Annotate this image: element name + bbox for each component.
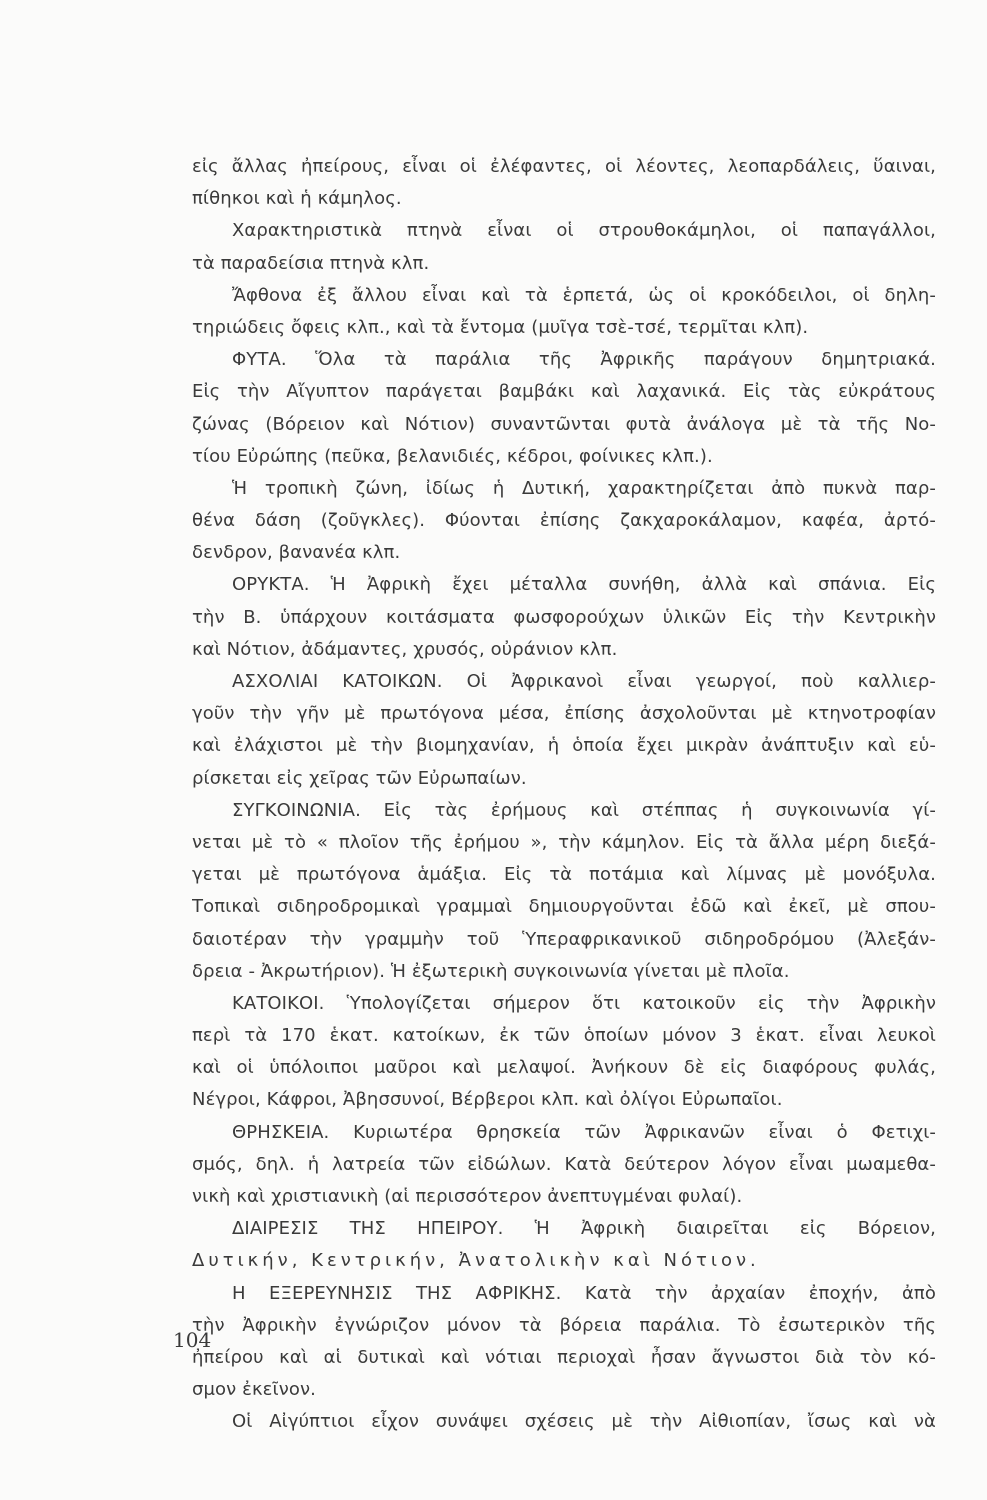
text-line: ΑΣΧΟΛΙΑΙ ΚΑΤΟΙΚΩΝ. Οἱ Ἀφρικανοὶ εἶναι γεωργοί, ποὺ καλλιερ-: [232, 671, 936, 692]
text-line: πίθηκοι καὶ ἡ κάμηλος.: [192, 188, 402, 210]
text-line: τὰ παραδείσια πτηνὰ κλπ.: [192, 252, 430, 274]
page-number: 104: [173, 1328, 212, 1352]
text-line: ρίσκεται εἰς χεῖρας τῶν Εὐρωπαίων.: [192, 767, 527, 789]
body-text: [192, 151, 936, 1439]
text-line: σμός, δηλ. ἡ λατρεία τῶν εἰδώλων. Κατὰ δεύτερον λόγον εἶναι μωαμεθα-: [192, 1153, 936, 1175]
text-line: δενδρον, βανανέα κλπ.: [192, 542, 401, 564]
text-line: Χαρακτηριστικὰ πτηνὰ εἶναι οἱ στρουθοκάμηλοι, οἱ παπαγάλλοι,: [232, 220, 936, 242]
text-line: ΦΥΤΑ. Ὅλα τὰ παράλια τῆς Ἀφρικῆς παράγουν δημητριακά.: [232, 349, 936, 371]
text-line: τὴν Ἀφρικὴν ἐγνώριζον μόνον τὰ βόρεια παράλια. Τὸ ἐσωτερικὸν τῆς: [192, 1314, 936, 1336]
text-line: τηριώδεις ὄφεις κλπ., καὶ τὰ ἔντομα (μυῖγα τσὲ-τσέ, τερμῖται κλπ).: [192, 316, 809, 338]
text-line: γεται μὲ πρωτόγονα ἁμάξια. Εἰς τὰ ποτάμια καὶ λίμνας μὲ μονόξυλα.: [192, 864, 936, 886]
text-line: Τοπικαὶ σιδηροδρομικαὶ γραμμαὶ δημιουργοῦνται ἐδῶ καὶ ἐκεῖ, μὲ σπου-: [192, 896, 936, 918]
text-line: καὶ ἐλάχιστοι μὲ τὴν βιομηχανίαν, ἡ ὁποία ἔχει μικρὰν ἀνάπτυξιν καὶ εὑ-: [192, 735, 936, 757]
text-line: καὶ οἱ ὑπόλοιποι μαῦροι καὶ μελαψοί. Ἀνήκουν δὲ εἰς διαφόρους φυλάς,: [192, 1057, 936, 1079]
text-line: Οἱ Αἰγύπτιοι εἶχον συνάψει σχέσεις μὲ τὴν Αἰθιοπίαν, ἴσως καὶ νὰ: [232, 1411, 936, 1433]
text-line: τίου Εὐρώπης (πεῦκα, βελανιδιές, κέδροι, φοίνικες κλπ.).: [192, 445, 713, 467]
text-line: δαιοτέραν τὴν γραμμὴν τοῦ Ὑπεραφρικανικοῦ σιδηροδρόμου (Ἀλεξάν-: [192, 928, 936, 950]
text-line: νεται μὲ τὸ « πλοῖον τῆς ἐρήμου », τὴν κάμηλον. Εἰς τὰ ἄλλα μέρη διεξά-: [192, 831, 936, 853]
text-line: περὶ τὰ 170 ἑκατ. κατοίκων, ἐκ τῶν ὁποίων μόνον 3 ἑκατ. εἶναι λευκοὶ: [192, 1025, 936, 1047]
text-line: ἠπείρου καὶ αἱ δυτικαὶ καὶ νότιαι περιοχαὶ ἦσαν ἄγνωστοι διὰ τὸν κό-: [192, 1346, 936, 1368]
text-line: Δυτικήν, Κεντρικήν, Ἀνατολικὴν καὶ Νότιον.: [192, 1250, 760, 1272]
text-line: ΟΡΥΚΤΑ. Ἡ Ἀφρικὴ ἔχει μέταλλα συνήθη, ἀλλὰ καὶ σπάνια. Εἰς: [232, 574, 936, 596]
text-line: Νέγροι, Κάφροι, Ἀβησσυνοί, Βέρβεροι κλπ. καὶ ὀλίγοι Εὐρωπαῖοι.: [192, 1089, 783, 1111]
text-line: γοῦν τὴν γῆν μὲ πρωτόγονα μέσα, ἐπίσης ἀσχολοῦνται μὲ κτηνοτροφίαν: [192, 703, 936, 725]
text-line: Η ΕΞΕΡΕΥΝΗΣΙΣ ΤΗΣ ΑΦΡΙΚΗΣ. Κατὰ τὴν ἀρχαίαν ἐποχήν, ἀπὸ: [232, 1282, 936, 1304]
text-line: τὴν Β. ὑπάρχουν κοιτάσματα φωσφορούχων ὑλικῶν Εἰς τὴν Κεντρικὴν: [192, 606, 936, 628]
text-line: καὶ Νότιον, ἀδάμαντες, χρυσός, οὐράνιον κλπ.: [192, 638, 618, 660]
text-line: ΣΥΓΚΟΙΝΩΝΙΑ. Εἰς τὰς ἐρήμους καὶ στέππας ἡ συγκοινωνία γί-: [232, 799, 936, 821]
text-line: Ἄφθονα ἐξ ἄλλου εἶναι καὶ τὰ ἑρπετά, ὡς οἱ κροκόδειλοι, οἱ δηλη-: [232, 284, 936, 306]
text-line: ΘΡΗΣΚΕΙΑ. Κυριωτέρα θρησκεία τῶν Ἀφρικανῶν εἶναι ὁ Φετιχι-: [232, 1121, 936, 1143]
text-line: ΔΙΑΙΡΕΣΙΣ ΤΗΣ ΗΠΕΙΡΟΥ. Ἡ Ἀφρικὴ διαιρεῖται εἰς Βόρειον,: [232, 1218, 936, 1240]
text-line: Ἡ τροπικὴ ζώνη, ἰδίως ἡ Δυτική, χαρακτηρίζεται ἀπὸ πυκνὰ παρ-: [232, 477, 936, 499]
text-line: Εἰς τὴν Αἴγυπτον παράγεται βαμβάκι καὶ λαχανικά. Εἰς τὰς εὐκράτους: [192, 381, 936, 403]
text-line: σμον ἐκεῖνον.: [192, 1379, 316, 1401]
text-line: θένα δάση (ζοῦγκλες). Φύονται ἐπίσης ζακχαροκάλαμον, καφέα, ἀρτό-: [192, 510, 936, 532]
text-line: ζώνας (Βόρειον καὶ Νότιον) συναντῶνται φυτὰ ἀνάλογα μὲ τὰ τῆς Νο-: [192, 413, 936, 435]
text-line: εἰς ἄλλας ἠπείρους, εἶναι οἱ ἐλέφαντες, οἱ λέοντες, λεοπαρδάλεις, ὕαιναι,: [192, 156, 936, 177]
text-line: δρεια - Ἀκρωτήριον). Ἡ ἐξωτερικὴ συγκοινωνία γίνεται μὲ πλοῖα.: [192, 960, 790, 982]
text-line: ΚΑΤΟΙΚΟΙ. Ὑπολογίζεται σήμερον ὅτι κατοικοῦν εἰς τὴν Ἀφρικὴν: [232, 992, 936, 1014]
text-line: νικὴ καὶ χριστιανικὴ (αἱ περισσότερον ἀνεπτυγμέναι φυλαί).: [192, 1186, 743, 1207]
